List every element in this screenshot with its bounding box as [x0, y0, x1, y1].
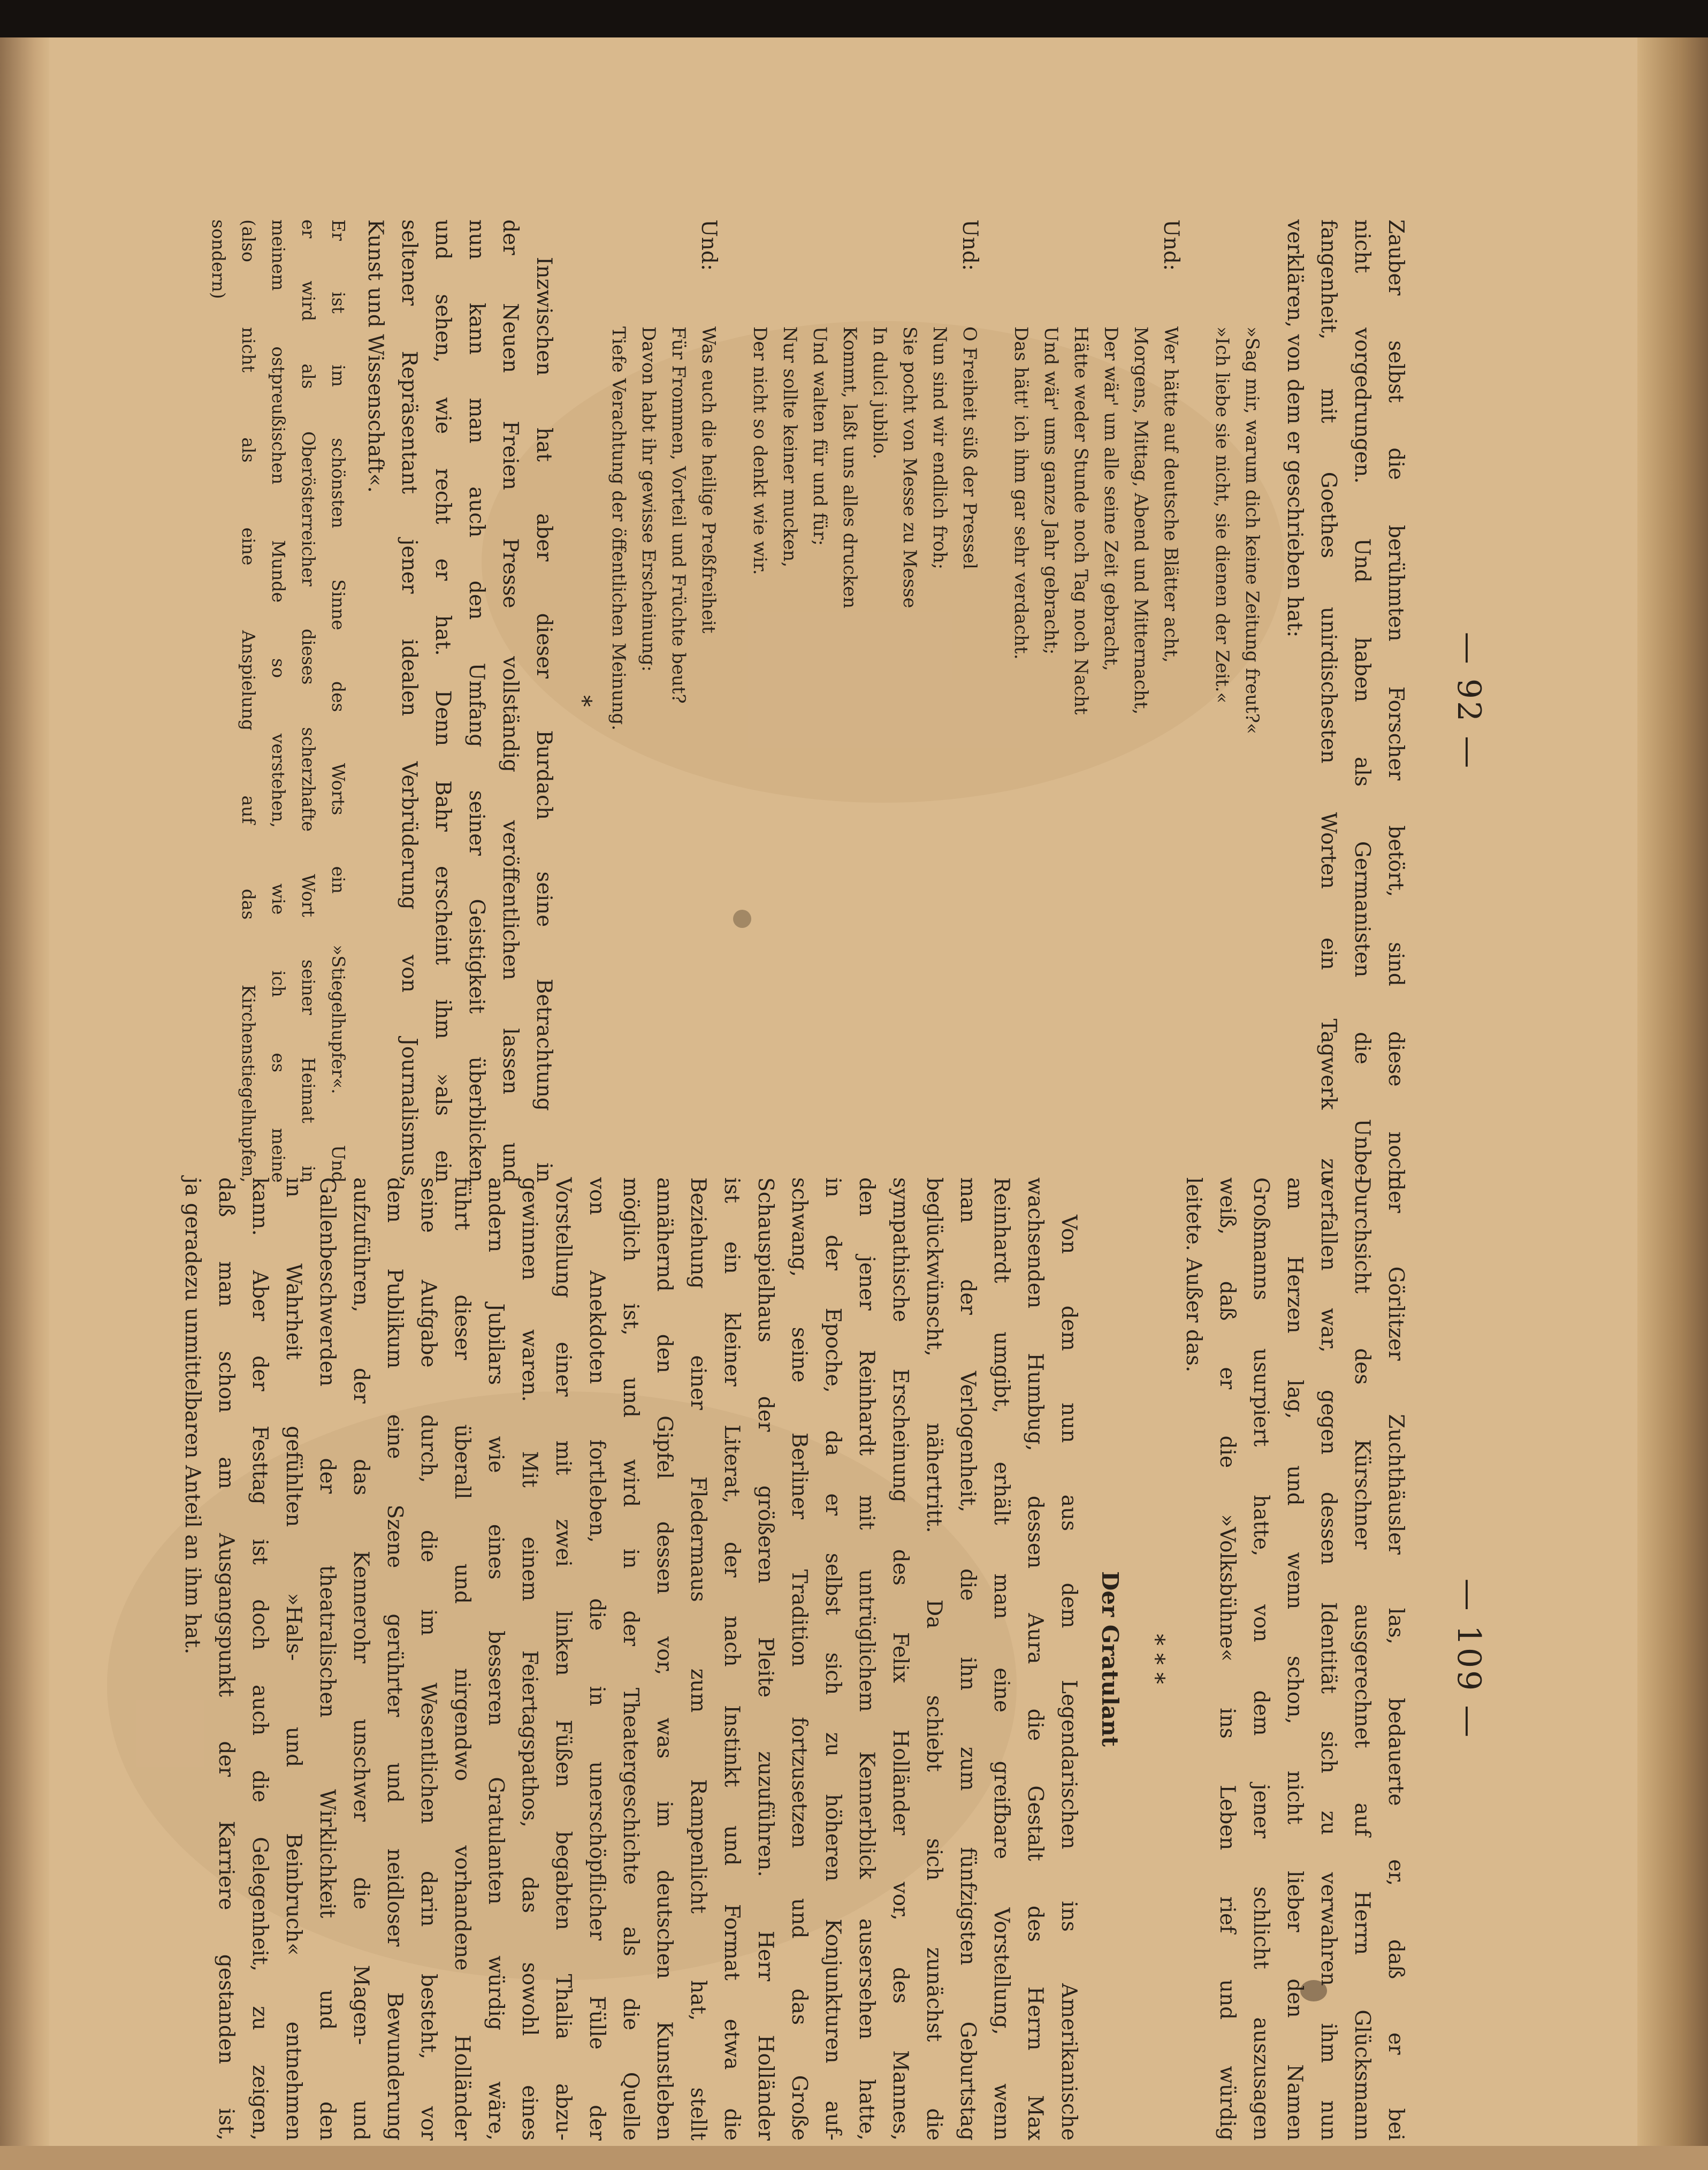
page-number: — 92 —	[1450, 631, 1488, 771]
verse-line: Kommt, laßt uns alles drucken	[839, 326, 860, 609]
verse-label: Und:	[1159, 219, 1183, 271]
verse-line: O Freiheit süß der Pressel	[959, 326, 980, 569]
text-line: am Herzen lag, und wenn schon, nicht lieber den Namen	[1283, 1177, 1307, 2141]
verse-line: Tiefe Verachtung der öffentlichen Meinung.	[608, 326, 629, 731]
section-separator: *	[569, 695, 596, 707]
verse-line: Hätte weder Stunde noch Tag noch Nacht	[1070, 326, 1092, 715]
text-line: Gallenbeschwerden der theatralischen Wirklichkeit und den	[315, 1177, 339, 2141]
text-line: seltener Repräsentant jener idealen Verbrüderung von Journalismus,	[397, 219, 421, 1183]
verse-line: Das hätt' ich ihm gar sehr verdacht.	[1010, 326, 1032, 660]
text-line: seine Aufgabe durch, die im Wesentlichen darin besteht, vor	[416, 1177, 440, 2141]
text-line: ist ein kleiner Literat, der nach Instinkt und Format etwa die	[720, 1177, 744, 2141]
text-line: verklären, von dem er geschrieben hat:	[1283, 219, 1307, 638]
verse-line: Davon habt ihr gewisse Erscheinung:	[638, 326, 659, 672]
verse-line: Nun sind wir endlich froh;	[929, 326, 950, 570]
page-109-text	[176, 1177, 1413, 2141]
text-line: nicht vorgedrungen. Und haben als Germanisten die Unbe-	[1350, 219, 1374, 1183]
goethe-quote	[1207, 219, 1267, 1183]
verse-line: Was euch die heilige Preßfreiheit	[698, 326, 719, 634]
text-line: möglich ist, und wird in der Theatergeschichte als die Quelle	[619, 1177, 643, 2141]
verse-label: Und:	[697, 219, 721, 271]
text-line: gewinnen waren. Mit einem Feiertagspathos, das sowohl eines	[517, 1177, 542, 2141]
text-line: führt dieser überall und nirgendwo vorhandene Holländer	[450, 1177, 474, 2141]
small-text-line: er wird als Oberösterreicher dieses scherzhafte Wort seiner Heimat in	[298, 219, 319, 1183]
verse-line: Morgens, Mittag, Abend und Mitternacht,	[1130, 326, 1152, 715]
text-line: in der Epoche, da er selbst sich zu höheren Konjunkturen auf-	[821, 1177, 845, 2141]
text-line: Schauspielhaus der größeren Pleite zuzuführen. Herr Holländer	[753, 1177, 777, 2141]
text-line: der Görlitzer Zuchthäusler las, bedauerte er, daß er bei	[1384, 1177, 1408, 2141]
text-line: Von dem nun aus dem Legendarischen ins Amerikanische	[1057, 1215, 1081, 2141]
section-heading: Der Gratulant	[1097, 1571, 1123, 1747]
text-line: kann. Aber der Festtag ist doch auch die Gelegenheit, zu zeigen,	[248, 1177, 272, 2141]
paper-left-edge	[0, 37, 49, 2170]
scan-top-border	[0, 0, 1708, 37]
text-line: wachsenden Humbug, dessen Aura die Gestalt des Herrn Max	[1023, 1177, 1047, 2141]
text-line: andern Jubilars wie eines besseren Gratulanten würdig wäre,	[484, 1177, 508, 2141]
verse-line: »Sag mir, warum dich keine Zeitung freut?«	[1241, 326, 1263, 734]
text-line: der Neuen Freien Presse vollständig veröffentlichen lassen und	[498, 219, 522, 1183]
text-line: beglückwünscht, nähertritt. Da schiebt sich zunächst die	[922, 1177, 946, 2141]
text-line: Großmanns usurpiert hatte, von dem jener schlicht auszusagen	[1249, 1177, 1273, 2141]
verse-line: Und walten für und für;	[809, 326, 830, 546]
verse-line: Nur sollte keiner mucken,	[779, 326, 800, 568]
text-line: ja geradezu unmittelbaren Anteil an ihm hat.	[180, 1177, 204, 1655]
paper-spine-edge	[1637, 37, 1708, 2170]
text-line: aufzuführen, der das Kennerohr unschwer die Magen- und	[349, 1177, 373, 2141]
verse-line: Der wär' um alle seine Zeit gebracht,	[1100, 326, 1122, 672]
paper-bottom-edge	[0, 2146, 1708, 2170]
text-line: weiß, daß er die »Volksbühne« ins Leben rief und würdig	[1215, 1177, 1239, 2141]
text-line: Zauber selbst die berühmten Forscher betört, sind diese noch	[1384, 219, 1408, 1183]
verse-line: Sie pocht von Messe zu Messe	[899, 326, 920, 608]
text-line: nun kann man auch den Umfang seiner Geistigkeit überblicken	[464, 219, 489, 1183]
small-text-line: Er ist im schönsten Sinne des Worts ein »Stiegelhupfer«. Und	[328, 219, 349, 1183]
verse-line: »Ich liebe sie nicht, sie dienen der Zeit.«	[1211, 326, 1233, 704]
text-line: und sehen, wie recht er hat. Denn Bahr erscheint ihm »als ein	[431, 219, 455, 1183]
verse-label: Und:	[958, 219, 982, 271]
text-line: daß man schon am Ausgangspunkt der Karriere gestanden ist,	[214, 1177, 238, 2141]
text-line: Durchsicht des Kürschner ausgerechnet auf Herrn Glücksmann	[1350, 1177, 1374, 2141]
text-line: annähernd den Gipfel dessen vor, was im deutschen Kunstleben	[652, 1177, 676, 2141]
verse-line: Wer hätte auf deutsche Blätter acht,	[1160, 326, 1181, 663]
verse-line: Und wär' ums ganze Jahr gebracht;	[1040, 326, 1062, 655]
text-line: in Wahrheit gefühlten »Hals- und Beinbruch« entnehmen	[281, 1177, 306, 2141]
page-92	[208, 219, 1504, 1183]
text-line: leitete. Außer das.	[1181, 1177, 1206, 1373]
small-text-line: (also nicht als eine Anspielung auf das Kirchenstiegelhupfen,	[238, 219, 259, 1183]
footnote-block	[203, 219, 353, 1183]
page-92-text	[203, 219, 1413, 1183]
verse-line: In dulci jubilo.	[869, 326, 890, 460]
page-109	[180, 1177, 1504, 2141]
text-line: Kunst und Wissenschaft«.	[363, 219, 387, 493]
verse-line: Für Frommen, Vorteil und Früchte beut?	[668, 326, 689, 704]
text-line: Reinhardt umgibt, erhält man eine greifbare Vorstellung, wenn	[989, 1177, 1013, 2141]
text-line: fangenheit, mit Goethes unirdischesten Worten ein Tagwerk zu	[1316, 219, 1340, 1183]
verse-block-3	[604, 219, 723, 1183]
small-text-line: meinem ostpreußischen Munde so verstehen, wie ich es meine	[268, 219, 289, 1183]
small-text-line: sondern)	[208, 219, 229, 299]
text-line: von Anekdoten fortleben, die in unerschöpflicher Fülle der	[585, 1177, 609, 2141]
text-line: sympathische Erscheinung des Felix Holländer vor, des Mannes,	[888, 1177, 912, 2141]
text-line: verfallen war, gegen dessen Identität sich zu verwahren ihm nun	[1316, 1177, 1340, 2141]
section-separator: * * *	[1142, 1634, 1169, 1684]
verse-block-2	[745, 219, 985, 1183]
page-number: — 109 —	[1450, 1578, 1488, 1740]
verse-line: Der nicht so denkt wie wir.	[749, 326, 771, 575]
text-line: dem Publikum eine Szene gerührter und neidloser Bewunderung	[383, 1177, 407, 2141]
text-line: den jener Reinhardt mit untrüglichem Kennerblick ausersehen hatte,	[855, 1177, 879, 2141]
text-line: man der Verlogenheit, die ihn zum fünfzigsten Geburtstag	[956, 1177, 980, 2141]
text-line: Vorstellung einer mit zwei linken Füßen begabten Thalia abzu-	[551, 1177, 575, 2141]
text-line: Inzwischen hat aber dieser Burdach seine Betrachtung in	[532, 257, 556, 1183]
verse-block-1	[1006, 219, 1186, 1183]
text-line: schwang, seine Berliner Tradition fortzusetzen und das Große	[787, 1177, 811, 2141]
text-line: Beziehung einer Fledermaus zum Rampenlicht hat, stellt	[686, 1177, 710, 2141]
